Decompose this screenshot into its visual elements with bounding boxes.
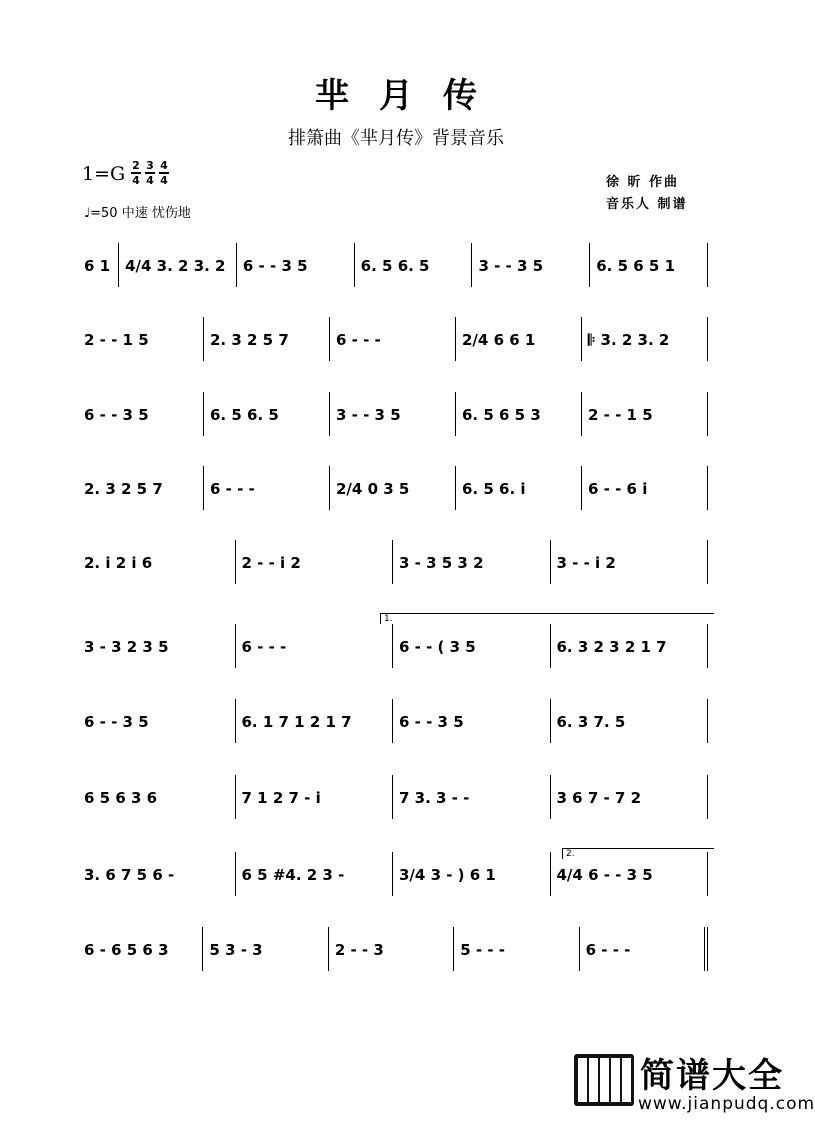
- measure: 6. 3 7. 5: [551, 699, 709, 743]
- key-signature: 1=G: [82, 163, 126, 185]
- measure: 2 - - 1 5: [84, 317, 204, 361]
- measure: 2. i 2 i 6: [84, 540, 236, 584]
- score-line: [84, 699, 708, 755]
- time-signature: $\frac{4}{4}$: [160, 159, 168, 187]
- measure: 6 - 6 5 6 3: [84, 927, 203, 971]
- measure: 2 - - 1 5: [582, 392, 708, 436]
- time-signature: $\frac{2}{4}$: [132, 159, 140, 187]
- measure: 6. 5 6 5 1: [590, 243, 708, 287]
- measure: 6 1: [84, 243, 119, 287]
- measure: 6 5 #4. 2 3 -: [236, 852, 394, 896]
- score-line: [84, 624, 708, 680]
- measure: 6. 5 6. 5: [355, 243, 473, 287]
- measure: 6 - - 3 5: [237, 243, 355, 287]
- song-subtitle: 排箫曲《芈月传》背景音乐: [288, 128, 504, 149]
- measure: 5 - - -: [454, 927, 579, 971]
- score-line: [84, 317, 708, 373]
- measure: 6 - - -: [204, 466, 330, 510]
- measure: 2 - - i 2: [236, 540, 394, 584]
- tempo-marking: ♩=50 中速 忧伤地: [84, 206, 191, 221]
- measure: 2/4 6 6 1: [456, 317, 582, 361]
- score-line: [84, 852, 708, 908]
- measure: 6 - - -: [236, 624, 394, 668]
- volta-bracket-2: 2.: [562, 848, 714, 859]
- measure: 6 - - 3 5: [84, 392, 204, 436]
- measure: 3 - - i 2: [551, 540, 709, 584]
- score-line: [84, 243, 708, 299]
- measure: 6 - - -: [580, 927, 708, 971]
- measure: 2. 3 2 5 7: [84, 466, 204, 510]
- measure: 7 1 2 7 - i: [236, 775, 394, 819]
- measure: 3 - 3 5 3 2: [393, 540, 551, 584]
- measure: 3 - - 3 5: [330, 392, 456, 436]
- logo-title: 简谱大全: [640, 1056, 784, 1096]
- score-line: [84, 392, 708, 448]
- measure: 3/4 3 - ) 6 1: [393, 852, 551, 896]
- site-logo: [574, 1048, 815, 1118]
- measure: 2/4 0 3 5: [330, 466, 456, 510]
- measure: 6. 5 6. 5: [204, 392, 330, 436]
- measure: 2. 3 2 5 7: [204, 317, 330, 361]
- volta-bracket-1: 1.: [380, 613, 714, 624]
- measure: 6. 3 2 3 2 1 7: [551, 624, 709, 668]
- song-title: 芈月传: [315, 76, 507, 116]
- measure: 2 - - 3: [329, 927, 454, 971]
- score-line: [84, 927, 708, 983]
- measure: 6. 1 7 1 2 1 7: [236, 699, 394, 743]
- measure: 6. 5 6 5 3: [456, 392, 582, 436]
- measure: 6 - - 6 i: [582, 466, 708, 510]
- time-signature: $\frac{3}{4}$: [146, 159, 154, 187]
- measure: 6 5 6 3 6: [84, 775, 236, 819]
- measure: 6 - - 3 5: [84, 699, 236, 743]
- score-line: [84, 775, 708, 831]
- measure: 6 - - -: [330, 317, 456, 361]
- measure: 6 - - 3 5: [393, 699, 551, 743]
- credits: [606, 172, 688, 216]
- measure: 3 - 3 2 3 5: [84, 624, 236, 668]
- time-signatures: [131, 160, 169, 186]
- measure: 6 - - ( 3 5: [393, 624, 551, 668]
- logo-url: www.jianpudq.com: [638, 1094, 815, 1114]
- measure: 3 6 7 - 7 2: [551, 775, 709, 819]
- piano-keys-icon: [574, 1054, 634, 1106]
- measure: 4/4 6 - - 3 5: [551, 852, 709, 896]
- score-line: [84, 466, 708, 522]
- arranger-credit: 音乐人 制谱: [606, 197, 688, 212]
- measure: 3 - - 3 5: [472, 243, 590, 287]
- score-line: [84, 540, 708, 596]
- measure: 4/4 3. 2 3. 2: [119, 243, 237, 287]
- measure: 3. 6 7 5 6 -: [84, 852, 236, 896]
- measure: 6. 5 6. i: [456, 466, 582, 510]
- measure: 𝄆 3. 2 3. 2: [582, 317, 708, 361]
- measure: 7 3. 3 - -: [393, 775, 551, 819]
- measure: 5 3 - 3: [203, 927, 328, 971]
- composer-credit: 徐 昕 作曲: [606, 175, 680, 190]
